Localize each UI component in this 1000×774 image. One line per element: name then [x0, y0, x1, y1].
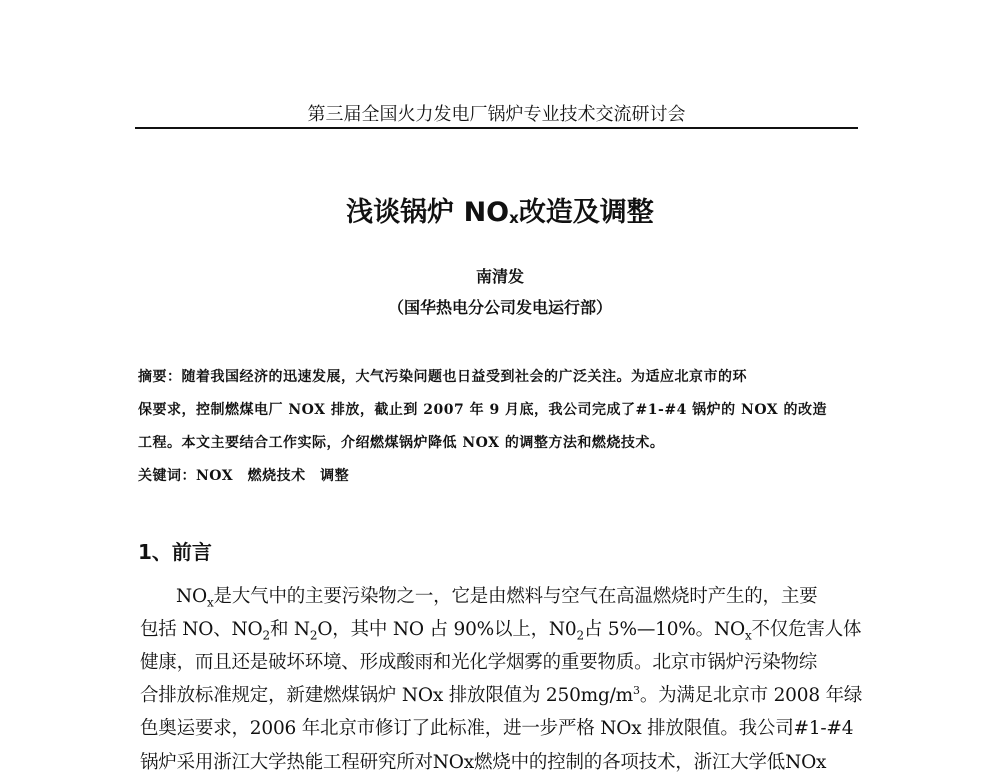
affiliation: （国华热电分公司发电运行部） — [387, 298, 612, 317]
paper-title — [0, 190, 1000, 229]
body-line: 健康，而且还是破坏环境、形成酸雨和光化学烟雾的重要物质。北京市锅炉污染物综 — [140, 652, 818, 673]
title-main: 浅谈锅炉 NO — [346, 197, 510, 228]
body-line: 合排放标准规定，新建燃煤锅炉 NOx 排放限值为 $250mg/m^3$。为满足北京市 2008 年绿 — [140, 683, 863, 706]
title-sub: x — [509, 209, 519, 227]
header-rule — [135, 127, 858, 129]
section-heading: 1、前言 — [138, 540, 212, 564]
running-header: 第三届全国火力发电厂锅炉专业技术交流研讨会 — [307, 104, 686, 125]
body-line: 包括 NO、$NO_2$和 $N_2O$，其中 NO 占 90%以上，$N0_2$占 5%—10%。$NO_x$不仅危害人体 — [140, 619, 862, 643]
body-line: 色奥运要求，2006 年北京市修订了此标准，进一步严格 NOx 排放限值。我公司#1-#4 — [140, 718, 854, 739]
abstract-line: 摘要：随着我国经济的迅速发展，大气污染问题也日益受到社会的广泛关注。为适应北京市的环 — [138, 369, 747, 385]
abstract-line: 工程。本文主要结合工作实际，介绍燃煤锅炉降低 NOX 的调整方法和燃烧技术。 — [138, 435, 665, 451]
author: 南清发 — [475, 267, 524, 286]
abstract-line: 保要求，控制燃煤电厂 NOX 排放，截止到 2007 年 9 月底，我公司完成了#1-#4 锅炉的 NOX 的改造 — [138, 402, 828, 418]
body-line: 锅炉采用浙江大学热能工程研究所对NOx燃烧中的控制的各项技术，浙江大学低NOx — [140, 752, 827, 773]
body-line: $NO_x$是大气中的主要污染物之一，它是由燃料与空气在高温燃烧时产生的，主要 — [176, 586, 818, 610]
keywords: 关键词：NOX 燃烧技术 调整 — [138, 468, 350, 484]
title-rest: 改造及调整 — [518, 197, 654, 228]
